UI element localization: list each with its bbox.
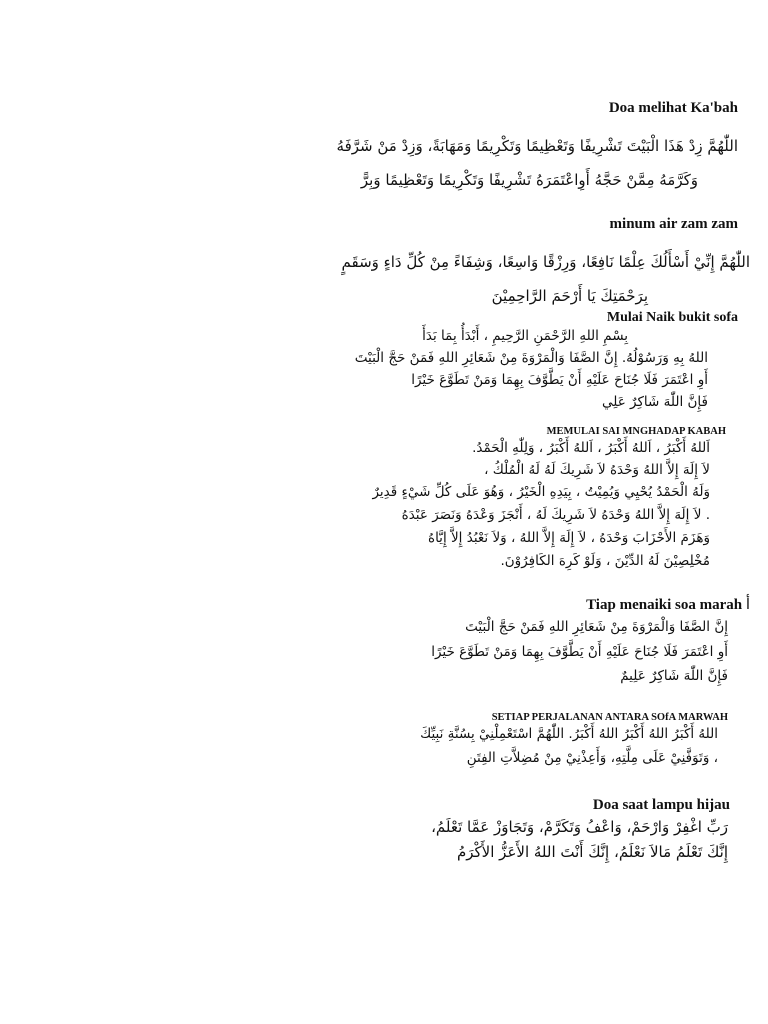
arabic-line: بِسْمِ اللهِ الرَّحْمَنِ الرَّحِيمِ ، أَبْدَأُ بِمَا بَدَأَ — [422, 328, 628, 344]
section-title-tiap-menaiki — [586, 595, 750, 614]
arabic-line: وَلَهُ الْحَمْدُ يُحْيِي وَيُمِيْتُ ، بِيَدِهِ الْخَيْرُ ، وَهُوَ عَلَى كُلِّ شَيْءٍ قَدِيرٌ — [372, 484, 710, 500]
arabic-line: لاَ إِلَهَ إِلاَّ اللهُ وَحْدَهُ لاَ شَرِيكَ لَهُ لَهُ الْمُلْكُ ، — [484, 462, 710, 478]
section-title-doa-melihat-kabah: Doa melihat Ka'bah — [608, 100, 738, 116]
section-title-setiap-perjalanan: SETIAP PERJALANAN ANTARA SOfA MARWAH — [491, 712, 728, 723]
arabic-line: اَللهُ أَكْبَرُ ، اَللهُ أَكْبَرُ ، اَللهُ أَكْبَرُ ، وَلِلّٰهِ الْحَمْدُ. — [472, 440, 710, 456]
arabic-line: فَإِنَّ اللّٰهَ شَاكِرٌ عَلِي — [601, 394, 708, 410]
section-title-mulai-naik-bukit-sofa: Mulai Naik bukit sofa — [606, 310, 738, 325]
arabic-line: وَكَرَّمَهُ مِمَّنْ حَجَّهُ أَوِاعْتَمَرَهُ تَشْرِيفًا وَتَكْرِيمًا وَتَعْظِيمًا وَبِرًّ — [360, 171, 698, 189]
arabic-line: رَبِّ اغْفِرْ وَارْحَمْ، وَاعْفُ وَتَكَرَّمْ، وَتَجَاوَزْ عَمَّا تَعْلَمُ، — [431, 818, 728, 836]
arabic-line: اللّٰهُمَّ إِنِّيْ أَسْأَلُكَ عِلْمًا نَافِعًا، وَرِزْقًا وَاسِعًا، وَشِفَاءً مِنْ كُلِّ دَاءٍ وَسَقَمٍ — [341, 253, 750, 271]
section-title-memulai-sai: MEMULAI SAI MNGHADAP KABAH — [546, 426, 726, 437]
arabic-line: . لاَ إِلَهَ إِلاَّ اللهُ وَحْدَهُ لاَ شَرِيكَ لَهُ ، أَنْجَزَ وَعْدَهُ وَنَصَرَ عَبْدَهُ — [401, 507, 710, 523]
arabic-line: اللهُ بِهِ وَرَسُوْلُهُ. إِنَّ الصَّفَا وَالْمَرْوَةَ مِنْ شَعَائِرِ اللهِ فَمَنْ حَجَّ الْبَيْتَ — [354, 350, 708, 366]
arabic-line: أَوِ اعْتَمَرَ فَلَا جُنَاحَ عَلَيْهِ أَنْ يَطَّوَّفَ بِهِمَا وَمَنْ تَطَوَّعَ خَيْرًا — [411, 372, 708, 388]
arabic-line: مُخْلِصِيْنَ لَهُ الدِّيْنَ ، وَلَوْ كَرِهَ الكَافِرُوْنَ. — [500, 553, 710, 569]
arabic-line: بِرَحْمَتِكَ يَا أَرْحَمَ الرَّاحِمِيْنَ — [491, 287, 648, 305]
arabic-line: اللّٰهُمَّ زِدْ هَذَا الْبَيْتَ تَشْرِيفًا وَتَعْظِيمًا وَتَكْرِيمًا وَمَهَابَةً، وَزِدْ مَنْ شَرَّفَهُ — [336, 137, 738, 155]
arabic-line: إِنَّكَ تَعْلَمُ مَالاَ نَعْلَمُ، إِنَّكَ أَنْتَ اللهُ الأَعَزُّ الأَكْرَمُ — [456, 843, 728, 861]
section-title-doa-lampu-hijau: Doa saat lampu hijau — [592, 797, 730, 813]
arabic-line: أَوِ اعْتَمَرَ فَلَا جُنَاحَ عَلَيْهِ أَنْ يَطَّوَّفَ بِهِمَا وَمَنْ تَطَوَّعَ خَيْرًا — [431, 644, 728, 660]
arabic-line: إِنَّ الصَّفَا وَالْمَرْوَةَ مِنْ شَعَائِرِ اللهِ فَمَنْ حَجَّ الْبَيْتَ — [465, 619, 728, 635]
section-title-minum-air-zamzam: minum air zam zam — [609, 216, 738, 232]
arabic-line: وَهَزَمَ الأَحْزَابَ وَحْدَهُ ، لاَ إِلَهَ إِلاَّ اللهُ ، وَلاَ نَعْبُدُ إِلاَّ إِيَّاهُ — [428, 530, 710, 546]
arabic-line: ، وَتَوَفَّنِيْ عَلَى مِلَّتِهِ، وَأَعِذْنِيْ مِنْ مُضِلاَّتِ الفِتَنِ — [466, 750, 718, 766]
arabic-line: اللهُ أَكْبَرُ اللهُ أَكْبَرُ اللهُ أَكْبَرُ. اللّٰهُمَّ اسْتَعْمِلْنِيْ بِسُنَّةِ نَبِيِّكَ — [420, 726, 718, 742]
section-title-text: Tiap menaiki soa marah — [586, 597, 743, 613]
arabic-line: فَإِنَّ اللّٰهَ شَاكِرٌ عَلِيمٌ — [620, 668, 728, 684]
section-title-suffix: أ — [745, 595, 750, 613]
